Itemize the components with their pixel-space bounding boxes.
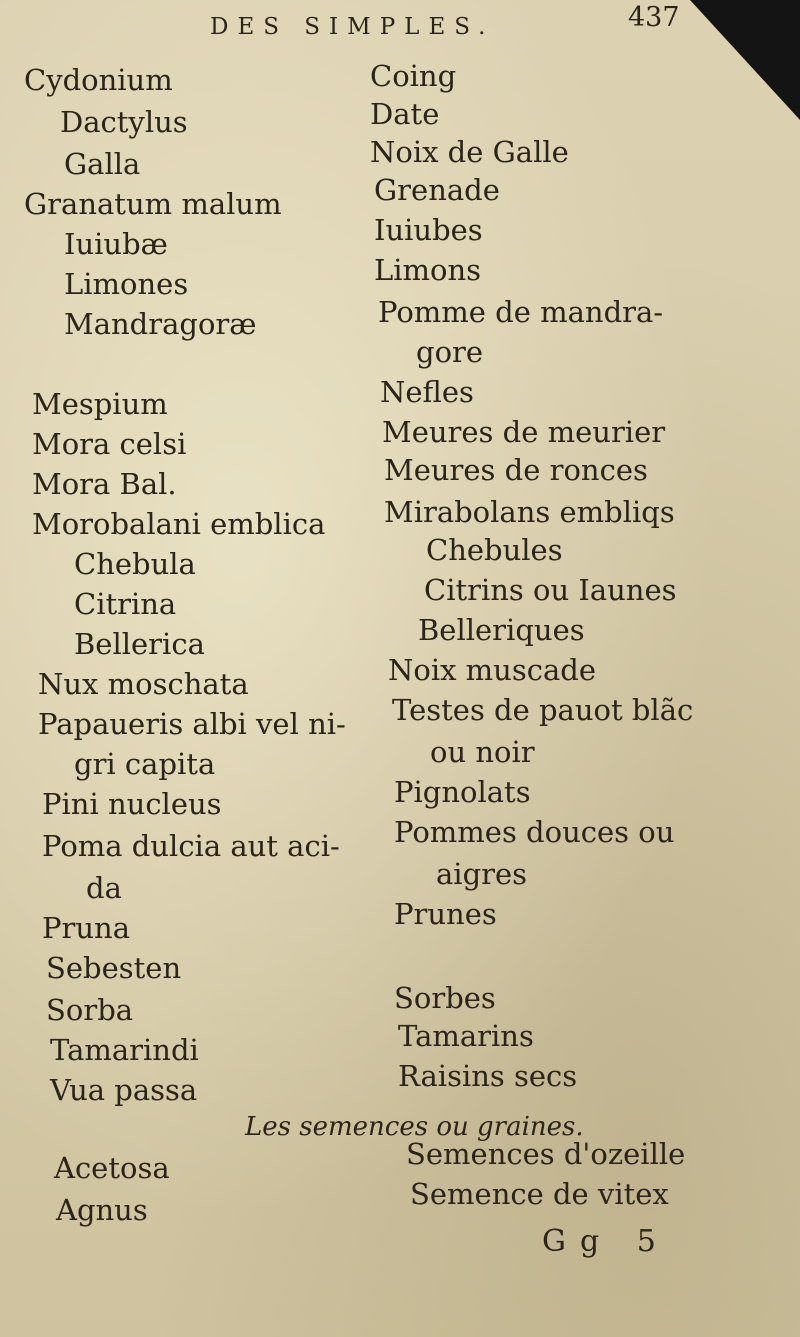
section-heading: Les semences ou graines.	[245, 1112, 584, 1142]
french-entry: Coing	[370, 59, 457, 93]
french-entry: Iuiubes	[374, 213, 483, 247]
french-entry: Belleriques	[418, 613, 585, 647]
french-entry: gore	[416, 335, 484, 369]
french-entry: Grenade	[374, 173, 500, 207]
french-entry: ou noir	[430, 735, 535, 769]
latin-entry: Mora Bal.	[32, 467, 177, 501]
latin-entry: Sebesten	[46, 951, 182, 985]
french-entry: Prunes	[394, 897, 497, 931]
french-entry: Semences d'ozeille	[406, 1137, 686, 1171]
french-entry: Tamarins	[398, 1019, 534, 1053]
french-entry: Sorbes	[394, 981, 496, 1015]
latin-entry: Acetosa	[54, 1151, 170, 1185]
latin-entry: Tamarindi	[50, 1033, 199, 1067]
latin-entry: Limones	[64, 267, 189, 301]
french-entry: Mirabolans embliqs	[384, 495, 675, 529]
latin-entry: Vua passa	[50, 1073, 198, 1107]
french-entry: Pignolats	[394, 775, 531, 809]
french-entry: Raisins secs	[398, 1059, 578, 1093]
latin-entry: Dactylus	[60, 105, 188, 139]
latin-entry: Mora celsi	[32, 427, 187, 461]
signature-mark: Gg 5	[542, 1224, 670, 1259]
latin-entry: Iuiubæ	[64, 227, 168, 261]
latin-entry: Agnus	[56, 1193, 148, 1227]
latin-entry: Citrina	[74, 587, 177, 621]
french-entry: Meures de ronces	[384, 453, 648, 487]
latin-entry: Mandragoræ	[64, 307, 257, 341]
latin-entry: Papaueris albi vel ni-	[38, 707, 346, 741]
latin-entry: Chebula	[74, 547, 196, 581]
french-entry: Meures de meurier	[382, 415, 666, 449]
latin-entry: Poma dulcia aut aci-	[42, 829, 340, 863]
french-entry: Nefles	[380, 375, 474, 409]
french-entry: Noix muscade	[388, 653, 596, 687]
latin-entry: gri capita	[74, 747, 216, 781]
french-entry: Citrins ou Iaunes	[424, 573, 677, 607]
french-entry: aigres	[436, 857, 528, 891]
french-entry: Pommes douces ou	[394, 815, 675, 849]
french-entry: Chebules	[426, 533, 563, 567]
latin-entry: Pruna	[42, 911, 131, 945]
latin-entry: Nux moschata	[38, 667, 249, 701]
french-entry: Pomme de mandra-	[378, 295, 664, 329]
latin-entry: Morobalani emblica	[32, 507, 326, 541]
french-entry: Testes de pauot blãc	[392, 693, 694, 727]
running-header: DES SIMPLES.	[210, 14, 495, 40]
latin-entry: Galla	[64, 147, 141, 181]
latin-entry: Sorba	[46, 993, 134, 1027]
latin-entry: Pini nucleus	[42, 787, 222, 821]
french-entry: Noix de Galle	[370, 135, 569, 169]
latin-entry: Cydonium	[24, 63, 173, 97]
latin-entry: Granatum malum	[24, 187, 282, 221]
page-number: 437	[628, 2, 680, 33]
french-entry: Date	[370, 97, 440, 131]
french-entry: Limons	[374, 253, 482, 287]
latin-entry: da	[86, 871, 122, 905]
french-entry: Semence de vitex	[410, 1177, 669, 1211]
latin-entry: Mespium	[32, 387, 168, 421]
torn-corner	[690, 0, 800, 120]
latin-entry: Bellerica	[74, 627, 205, 661]
